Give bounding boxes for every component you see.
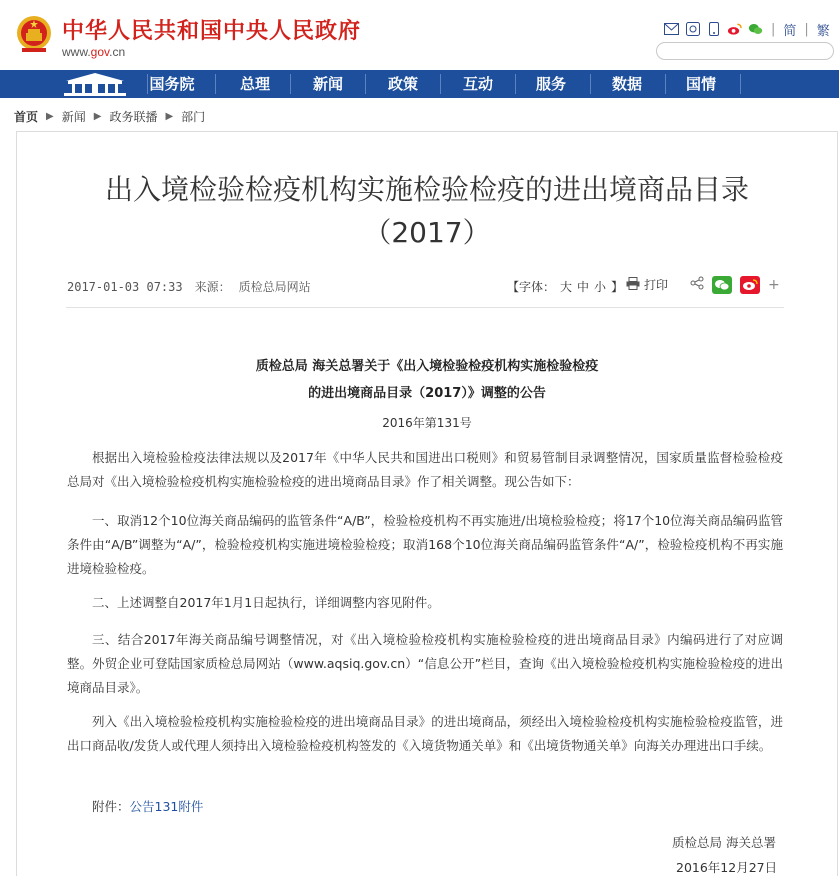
font-size-label: 【字体： (507, 280, 556, 294)
font-size-small[interactable]: 小 (594, 280, 607, 294)
breadcrumb-arrow-icon: ▶ (46, 111, 54, 122)
print-button[interactable] (626, 276, 668, 293)
wechat-icon[interactable] (748, 22, 763, 36)
article-title (16, 168, 838, 254)
share-bar (690, 275, 780, 294)
lang-simplified-link[interactable]: 简 (783, 23, 797, 39)
header-tools (664, 20, 830, 38)
weibo-share-icon[interactable] (740, 276, 760, 294)
nav-item-zhengce[interactable]: 政策 (387, 75, 418, 93)
article-paragraph: 一、取消12个10位海关商品编码的监管条件“A/B”，检验检疫机构不再实施进/出境检验检疫；将17个10位海关商品编码监管条件由“A/B”调整为“A/”，检验检疫机构实施进境检验检疫；取消168个10位海关商品编码监管条件“A/”，检验检疫机构不再实施进境检验检疫。 (67, 513, 783, 576)
domain-suffix: .cn (109, 45, 126, 59)
notice-number: 2016年第131号 (382, 416, 472, 430)
printer-icon (626, 277, 640, 293)
weibo-small-icon[interactable] (685, 22, 700, 36)
share-icon[interactable] (690, 275, 704, 294)
nav-item-fuwu[interactable]: 服务 (535, 75, 566, 93)
mail-icon[interactable] (664, 22, 679, 36)
national-emblem-icon[interactable] (16, 14, 52, 54)
breadcrumb-departments[interactable]: 部门 (181, 110, 206, 124)
article-meta (67, 278, 311, 295)
mobile-icon[interactable] (706, 22, 721, 36)
site-header (0, 0, 839, 70)
breadcrumb-news[interactable]: 新闻 (61, 110, 86, 124)
breadcrumb-gov-news[interactable]: 政务联播 (109, 110, 158, 124)
nav-divider (365, 74, 366, 94)
search-input[interactable] (656, 42, 834, 60)
domain-prefix: www. (62, 45, 91, 59)
lang-traditional-link[interactable]: 繁 (816, 23, 830, 39)
article-paragraph: 三、结合2017年海关商品编号调整情况，对《出入境检验检疫机构实施检验检疫的进出境商品目录》内编码进行了对应调整。外贸企业可登陆国家质检总局网站（www.aqsiq.gov.cn）“信息公开”栏目，查询《出入境检验检疫机构实施检验检疫的进出境商品目录》。 (67, 632, 783, 695)
article-paragraph: 列入《出入境检验检疫机构实施检验检疫的进出境商品目录》的进出境商品，须经出入境检验检疫机构实施检验检疫监管，进出口商品收/发货人或代理人须持出入境检验检疫机构签发的《入境货物通关单》和《出境货物通关单》向海关办理进出口手续。 (67, 714, 783, 753)
breadcrumb-arrow-icon: ▶ (93, 111, 102, 122)
weibo-icon[interactable] (727, 22, 742, 36)
breadcrumb (14, 108, 205, 125)
font-size-large[interactable]: 大 (560, 280, 573, 294)
source-label: 来源： (194, 280, 231, 294)
more-share-icon[interactable]: + (768, 276, 780, 293)
article-title-line2: （2017） (363, 216, 491, 249)
domain-gov: gov (90, 45, 110, 59)
nav-divider (215, 74, 216, 94)
print-label: 打印 (644, 278, 669, 292)
nav-divider (290, 74, 291, 94)
nav-item-guowuyuan[interactable]: 国务院 (149, 75, 195, 93)
breadcrumb-home[interactable]: 首页 (14, 110, 39, 124)
publish-date: 2017-01-03 07:33 (67, 280, 183, 294)
tools-separator: | (771, 21, 776, 37)
attachment-paragraph (67, 795, 783, 819)
article-paragraph: 二、上述调整自2017年1月1日起执行，详细调整内容见附件。 (92, 595, 440, 610)
meta-divider (66, 307, 784, 308)
site-domain (62, 45, 125, 59)
breadcrumb-arrow-icon: ▶ (165, 111, 174, 122)
wechat-share-icon[interactable] (712, 276, 732, 294)
signature-date: 2016年12月27日 (676, 860, 778, 875)
attachment-link[interactable]: 公告131附件 (129, 799, 204, 814)
font-size-medium[interactable]: 中 (577, 280, 590, 294)
source-name: 质检总局网站 (238, 280, 311, 294)
attachment-label: 附件： (92, 799, 130, 814)
nav-item-guoqing[interactable]: 国情 (685, 75, 716, 93)
gov-building-icon (58, 71, 132, 97)
nav-divider (740, 74, 741, 94)
font-size-close: 】 (611, 280, 624, 294)
nav-item-zongli[interactable]: 总理 (239, 75, 270, 93)
notice-title-line1: 质检总局 海关总署关于《出入境检验检疫机构实施检验检疫 (255, 359, 599, 374)
lang-separator: | (804, 21, 809, 37)
notice-title (16, 353, 838, 407)
site-title[interactable]: 中华人民共和国中央人民政府 (62, 19, 362, 44)
nav-item-shuju[interactable]: 数据 (611, 75, 642, 93)
article-title-line1: 出入境检验检疫机构实施检验检疫的进出境商品目录 (104, 173, 749, 206)
nav-divider (440, 74, 441, 94)
article-paragraph: 根据出入境检验检疫法律法规以及2017年《中华人民共和国进出口税则》和贸易管制目录调整情况，国家质量监督检验检疫总局对《出入境检验检疫机构实施检验检疫的进出境商品目录》作了相关调整。现公告如下： (67, 450, 783, 489)
font-size-control (507, 278, 623, 295)
signature: 质检总局 海关总署 (672, 835, 776, 850)
notice-title-line2: 的进出境商品目录（2017）》调整的公告 (308, 386, 546, 401)
nav-item-xinwen[interactable]: 新闻 (312, 75, 343, 93)
nav-item-hudong[interactable]: 互动 (462, 75, 493, 93)
main-nav (0, 70, 839, 98)
